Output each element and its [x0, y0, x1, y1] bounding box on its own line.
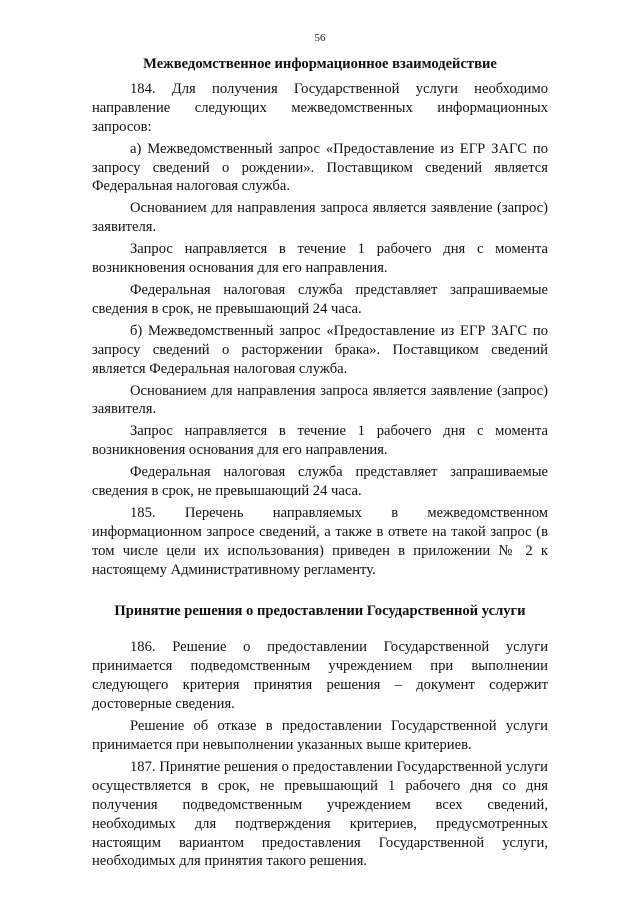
paragraph-b-basis: Основанием для направления запроса является заявление (запрос) заявителя.: [92, 382, 548, 418]
paragraph-a-basis: Основанием для направления запроса является заявление (запрос) заявителя.: [92, 200, 548, 236]
paragraph-b-response: Федеральная налоговая служба представляет запрашиваемые сведения в срок, не превышающий 24 часа.: [92, 464, 548, 500]
paragraph-187: 187. Принятие решения о предоставлении Государственной услуги осуществляется в срок, не превышающий 1 рабочего дня со дня получения подведомственным учреждением всех сведений, необходимых для подтверждения критериев, предусмотренных настоящим вариантом предоставления Государственной услуги, необходимых для принятия такого решения.: [92, 758, 548, 870]
paragraph-186: 186. Решение о предоставлении Государственной услуги принимается подведомственным учреждением при выполнении следующего критерия принятия решения – документ содержит достоверные сведения.: [92, 639, 548, 713]
paragraph-184: 184. Для получения Государственной услуги необходимо направление следующих межведомственных информационных запросов:: [92, 80, 548, 135]
paragraph-a-timing: Запрос направляется в течение 1 рабочего дня с момента возникновения основания для его направления.: [92, 241, 548, 277]
page-number: 56: [314, 32, 326, 44]
paragraph-a-response: Федеральная налоговая служба представляет запрашиваемые сведения в срок, не превышающий 24 часа.: [92, 281, 548, 317]
paragraph-refusal: Решение об отказе в предоставлении Государственной услуги принимается при невыполнении указанных выше критериев.: [92, 718, 548, 753]
document-body: [92, 55, 548, 874]
paragraph-b-timing: Запрос направляется в течение 1 рабочего дня с момента возникновения основания для его направления.: [92, 423, 548, 459]
paragraph-185: 185. Перечень направляемых в межведомственном информационном запросе сведений, а также в ответе на такой запрос (в том числе цели их использования) приведен в приложении № 2 к настоящему Административному регламенту.: [92, 504, 548, 578]
paragraph-request-a: а) Межведомственный запрос «Предоставление из ЕГР ЗАГС по запросу сведений о рождении». Поставщиком сведений является Федеральная налоговая служба.: [92, 140, 548, 195]
paragraph-request-b: б) Межведомственный запрос «Предоставление из ЕГР ЗАГС по запросу сведений о расторжении брака». Поставщиком сведений является Федеральная налоговая служба.: [92, 322, 548, 377]
section-heading-decision: Принятие решения о предоставлении Государственной услуги: [114, 602, 526, 619]
section-heading-interagency: Межведомственное информационное взаимодействие: [143, 56, 497, 72]
